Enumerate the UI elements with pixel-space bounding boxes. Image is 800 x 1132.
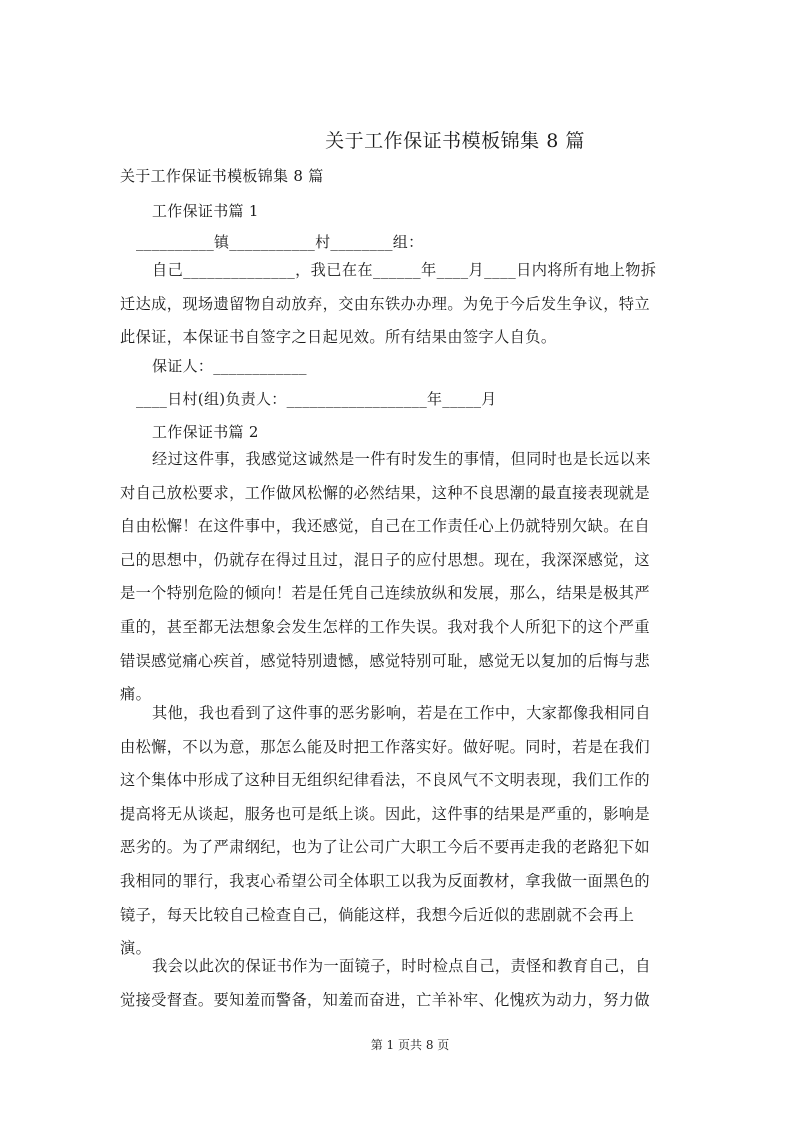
paragraph-line: 重的，甚至都无法想象会发生怎样的工作失误。我对我个人所犯下的这个严重 xyxy=(120,617,650,636)
paragraph-line: 己的思想中，仍就存在得过且过，混日子的应付思想。现在，我深深感觉，这 xyxy=(120,550,650,569)
document-subtitle: 关于工作保证书模板锦集 8 篇 xyxy=(120,167,324,185)
paragraph-line: 镜子，每天比较自己检查自己，倘能这样，我想今后近似的悲剧就不会再上 xyxy=(120,905,635,924)
paragraph-line: 由松懈，不以为意，那怎么能及时把工作落实好。做好呢。同时，若是在我们 xyxy=(120,737,650,756)
paragraph-line: 我相同的罪行，我衷心希望公司全体职工以我为反面教材，拿我做一面黑色的 xyxy=(120,871,650,890)
section1-paragraph xyxy=(120,254,657,355)
page-indicator: 第 1 页共 8 页 xyxy=(370,1038,450,1052)
address-blank-row: __________镇___________村________组： xyxy=(136,233,424,251)
paragraph-line: 自由松懈！在这件事中，我还感觉，自己在工作责任心上仍就特别欠缺。在自 xyxy=(120,517,650,536)
paragraph-line: 自己______________，我已在在______年____月____日内将所有地上物拆 xyxy=(152,261,657,279)
paragraph-line: 其他，我也看到了这件事的恶劣影响，若是在工作中，大家都像我相同自 xyxy=(152,704,651,722)
paragraph-line: 迁达成，现场遗留物自动放弃，交由东铁办办理。为免于今后发生争议，特立 xyxy=(120,294,650,313)
section1-heading: 工作保证书篇 1 xyxy=(152,202,259,220)
guarantor-signature-line: 保证人：____________ xyxy=(152,357,307,375)
section2-heading: 工作保证书篇 2 xyxy=(152,423,259,441)
paragraph-line: 恶劣的。为了严肃纲纪，也为了让公司广大职工今后不要再走我的老路犯下如 xyxy=(120,838,650,857)
section2-paragraph-3 xyxy=(120,950,651,1017)
paragraph-line: 提高将无从谈起，服务也可是纸上谈。因此，这件事的结果是严重的，影响是 xyxy=(120,804,650,823)
paragraph-line: 此保证，本保证书自签字之日起见效。所有结果由签字人自负。 xyxy=(120,328,557,347)
paragraph-line: 觉接受督查。要知羞而警备，知羞而奋进，亡羊补牢、化愧疚为动力，努力做 xyxy=(120,990,650,1009)
paragraph-line: 经过这件事，我感觉这诚然是一件有时发生的事情，但同时也是长远以来 xyxy=(152,450,651,468)
paragraph-line: 痛。 xyxy=(120,685,152,704)
paragraph-line: 错误感觉痛心疾首，感觉特别遗憾，感觉特别可耻，感觉无以复加的后悔与悲 xyxy=(120,651,650,670)
village-leader-signature-line: ____日村(组)负责人：__________________年_____月 xyxy=(136,390,497,408)
section2-paragraph-1 xyxy=(120,443,651,712)
paragraph-line: 对自己放松要求，工作做风松懈的必然结果，这种不良思潮的最直接表现就是 xyxy=(120,483,650,502)
paragraph-line: 我会以此次的保证书作为一面镜子，时时检点自己，责怪和教育自己，自 xyxy=(152,957,651,975)
document-title: 关于工作保证书模板锦集 8 篇 xyxy=(325,130,585,152)
paragraph-line: 这个集体中形成了这种目无组织纪律看法，不良风气不文明表现，我们工作的 xyxy=(120,771,650,790)
paragraph-line: 是一个特别危险的倾向！若是任凭自己连续放纵和发展，那么，结果是极其严 xyxy=(120,584,650,603)
paragraph-line: 演。 xyxy=(120,939,152,958)
